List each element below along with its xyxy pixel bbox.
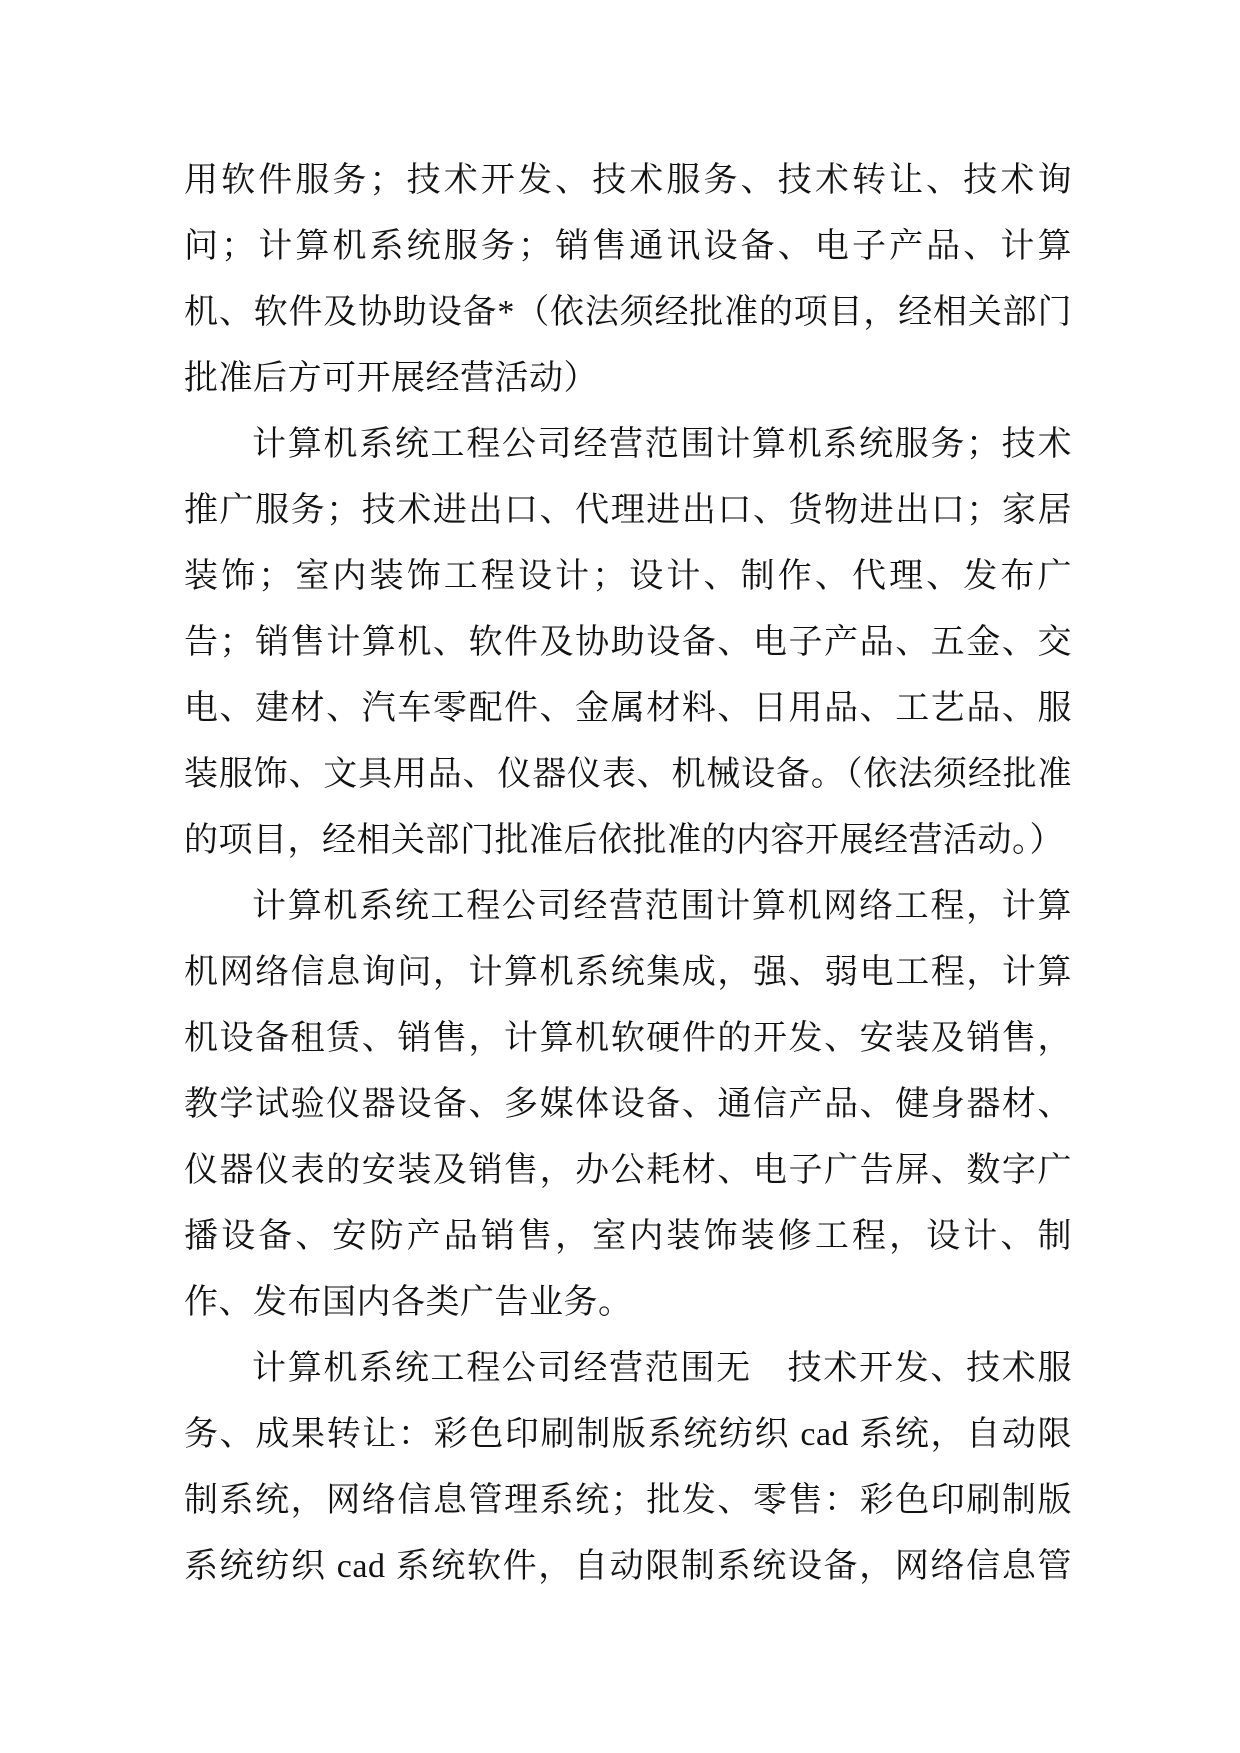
text-line: 仪器仪表的安装及销售，办公耗材、电子广告屏、数字广 [184, 1152, 1072, 1189]
paragraph [184, 412, 1072, 874]
text-line: 告；销售计算机、软件及协助设备、电子产品、五金、交 [184, 624, 1072, 661]
text-line: 推广服务；技术进出口、代理进出口、货物进出口；家居 [184, 492, 1072, 529]
text-line: 系统纺织 cad 系统软件，自动限制系统设备，网络信息管 [184, 1548, 1072, 1585]
text-line: 装饰；室内装饰工程设计；设计、制作、代理、发布广 [184, 558, 1072, 595]
paragraph [184, 874, 1072, 1336]
text-line: 电、建材、汽车零配件、金属材料、日用品、工艺品、服 [184, 690, 1072, 727]
text-line: 计算机系统工程公司经营范围无 技术开发、技术服 [252, 1350, 1072, 1387]
text-line: 计算机系统工程公司经营范围计算机系统服务；技术 [252, 426, 1072, 463]
text-line: 机、软件及协助设备*（依法须经批准的项目，经相关部门 [184, 294, 1072, 331]
text-line: 装服饰、文具用品、仪器仪表、机械设备。（依法须经批准 [184, 756, 1072, 793]
text-line: 务、成果转让：彩色印刷制版系统纺织 cad 系统，自动限 [184, 1416, 1072, 1453]
text-line: 教学试验仪器设备、多媒体设备、通信产品、健身器材、 [184, 1086, 1072, 1123]
text-line: 批准后方可开展经营活动） [184, 360, 598, 397]
text-line: 问；计算机系统服务；销售通讯设备、电子产品、计算 [184, 228, 1072, 265]
text-line: 播设备、安防产品销售，室内装饰装修工程，设计、制 [184, 1218, 1072, 1255]
text-line: 作、发布国内各类广告业务。 [184, 1284, 633, 1321]
text-line: 计算机系统工程公司经营范围计算机网络工程，计算 [252, 888, 1072, 925]
text-line: 制系统，网络信息管理系统；批发、零售：彩色印刷制版 [184, 1482, 1072, 1519]
paragraph [184, 1336, 1072, 1600]
text-line: 用软件服务；技术开发、技术服务、技术转让、技术询 [184, 162, 1072, 199]
text-line: 机设备租赁、销售，计算机软硬件的开发、安装及销售， [184, 1020, 1072, 1057]
text-line: 机网络信息询问，计算机系统集成，强、弱电工程，计算 [184, 954, 1072, 991]
text-line: 的项目，经相关部门批准后依批准的内容开展经营活动。） [184, 822, 1064, 859]
document-body [184, 148, 1072, 1600]
paragraph [184, 148, 1072, 412]
